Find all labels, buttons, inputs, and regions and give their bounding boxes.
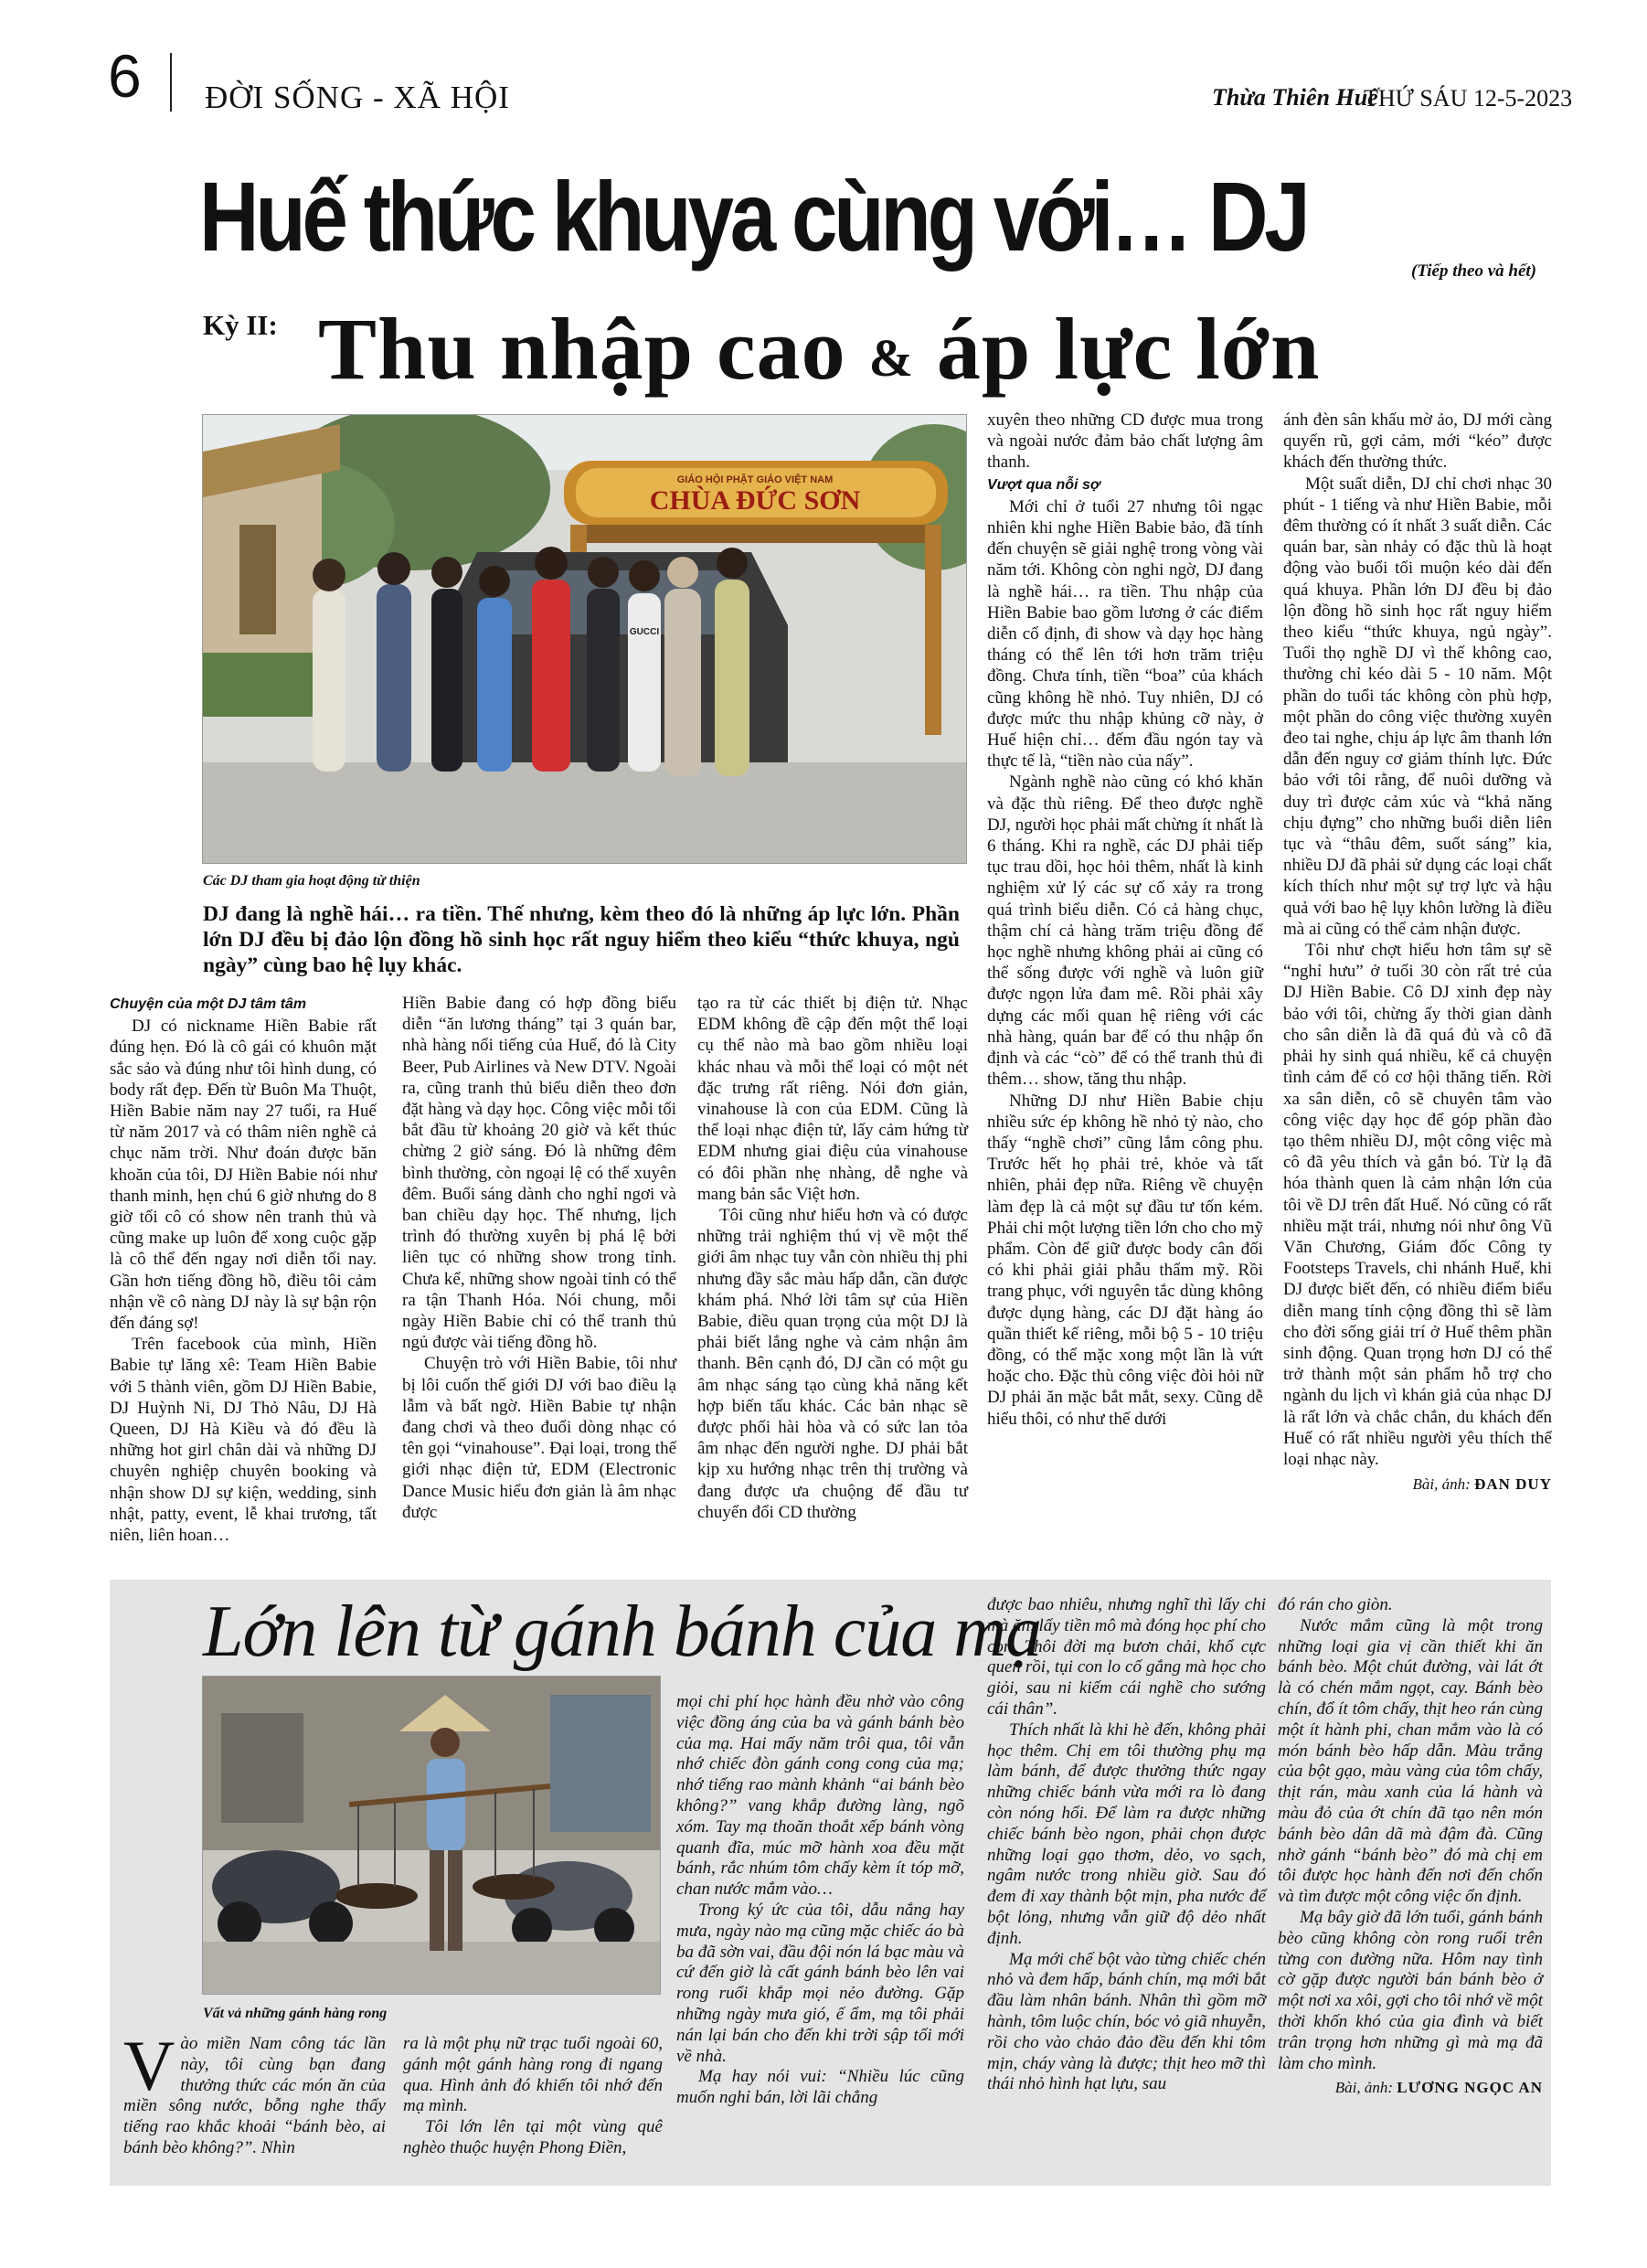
paragraph: Tôi lớn lên tại một vùng quê nghèo thuộc huyện Phong Điền, [403,2117,663,2157]
article-column-5 [1283,410,1552,1495]
paragraph: Tôi cũng như hiểu hơn và có được những trải nghiệm thú vị về một thế giới âm nhạc tuy vẫn còn nhiều thị phi nhưng đầy sắc màu hấp dẫn, cần được khám phá. Nhớ lời tâm sự của Hiền Babie, điều quan trọng của một DJ là phải biết lắng nghe và cảm nhận âm thanh. Bên cạnh đó, DJ cần có một gu âm nhạc sáng tạo cùng khả năng kết hợp biến tấu khác. Các bản nhạc sẽ được phối hài hòa và có sức lan tỏa âm nhạc đến người nghe. DJ phải bắt kịp xu hướng nhạc trên thị trường và đang được ưa chuộng để đầu tư chuyển đổi CD thường [697,1206,968,1522]
article-lead: DJ đang là nghề hái… ra tiền. Thế nhưng, kèm theo đó là những áp lực lớn. Phần lớn DJ đều bị đảo lộn đồng hồ sinh học rất nguy hiểm theo kiểu “thức khuya, ngủ ngày” cùng bao hệ lụy khác. [203,902,960,977]
section-name: ĐỜI SỐNG - XÃ HỘI [205,80,510,115]
byline [1283,1474,1552,1495]
dj-group-photo [202,414,967,864]
byline-author: ĐAN DUY [1474,1475,1552,1494]
subheadline-part1: Thu nhập cao [318,300,846,398]
feature-column-1b [403,2034,663,2159]
paragraph-text: ào miền Nam công tác lần này, tôi cùng bạn đang thưởng thức các món ăn của miền sông nước, bỗng nghe thấy tiếng rao khắc khoải “bánh bèo, ai bánh bèo không?”. Nhìn [123,2034,386,2157]
paragraph: Mới chỉ ở tuổi 27 nhưng tôi ngạc nhiên khi nghe Hiền Babie bảo, đã tính đến chuyện sẽ giải nghệ trong vòng vài năm tới. Không còn nghi ngờ, DJ đang là nghề hái… ra tiền. Thu nhập của Hiền Babie bao gồm lương ở các điểm diễn cố định, đi show và dạy học hàng tháng có thể lên tới hơn trăm triệu đồng. Chưa tính, tiền “boa” của khách cũng không hề nhỏ. Tuy nhiên, DJ có được mức thu nhập khủng cỡ này, ở Huế hiện chỉ… đếm đầu ngón tay và thực tế là, “tiền nào của nấy”. [987,496,1263,772]
article-column-3 [697,993,968,1523]
article-column-2 [402,993,676,1523]
paragraph: DJ có nickname Hiền Babie rất đúng hẹn. Đó là cô gái có khuôn mặt sắc sảo và đúng như tôi hình dung, có body rất đẹp. Đến từ Buôn Ma Thuột, Hiền Babie năm nay 27 tuổi, ra Huế từ năm 2017 và có thâm niên nghề cả chục năm trời. Như đoán được băn khoăn của tôi, DJ Hiền Babie nói như thanh minh, hẹn chú 6 giờ nhưng do 8 giờ tối cô có show nên tranh thủ và cũng make up luôn để xong cuộc gặp là cô thể đến ngay nơi diễn tối nay. Gần hơn tiếng đồng hồ, điều tôi cảm nhận về cô nàng DJ này là sự bận rộn đến đáng sợ! [110,1017,377,1334]
byline-author: LƯƠNG NGỌC AN [1397,2079,1543,2097]
feature-column-2 [676,1692,964,2109]
byline [1278,2078,1543,2099]
street-vendor-photo [202,1676,661,1995]
paragraph: Hiền Babie đang có hợp đồng biểu diễn “ăn lương tháng” tại 3 quán bar, nhà hàng nổi tiếng của Huế, đó là City Beer, Pub Airlines và New DTV. Ngoài ra, cũng tranh thủ biểu diễn theo đơn đặt hàng và dạy học. Công việc mỗi tối bắt đầu từ khoảng 20 giờ và kết thúc chừng 2 giờ sáng. Đó là những đêm bình thường, còn ngoại lệ có thể xuyên đêm. Buổi sáng dành cho nghỉ ngơi và ban chiều dạy học. Thế nhưng, lịch trình đó thường xuyên bị phá lệ bởi liên tục có những show trong tỉnh. Chưa kể, những show ngoài tỉnh có thể ra tận Thanh Hóa. Nói chung, mỗi ngày Hiền Babie chỉ có thể tranh thủ ngủ được vài tiếng đồng hồ. [402,994,676,1353]
paragraph: xuyên theo những CD được mua trong và ngoài nước đảm bảo chất lượng âm thanh. [987,410,1263,473]
paragraph: ra là một phụ nữ trạc tuổi ngoài 60, gánh một gánh hàng rong đi ngang qua. Hình ảnh đó khiến tôi nhớ đến mạ mình. [403,2034,663,2116]
paragraph: được bao nhiêu, nhưng nghĩ thì lấy chi mà ăn, lấy tiền mô mà đóng học phí cho con. Thôi đời mạ bươn chải, khổ cực quen rồi, tụi con lo cố gắng mà học cho giỏi, sau ni kiếm cái nghề cho sướng cái thân”. [987,1595,1267,1719]
paragraph: Chuyện trò với Hiền Babie, tôi như bị lôi cuốn thế giới DJ với bao điều lạ lẫm và bất ngờ. Hiền Babie tự nhận đang chơi và theo đuổi dòng nhạc có tên gọi “vinahouse”. Đại loại, trong thế giới nhạc điện tử, EDM (Electronic Dance Music hiểu đơn giản là âm nhạc được [402,1354,676,1522]
paragraph: Nước mắm cũng là một trong những loại gia vị cần thiết khi ăn bánh bèo. Một chút đường, vài lát ớt là có chén mắm ngọt, cay. Bánh bèo chín, đổ ít tôm chấy, thịt heo rán cùng một ít hành phi, chan mắm vào là có món bánh bèo hấp dẫn. Màu trắng của bột gạo, màu vàng của tôm chấy, thịt rán, màu xanh của lá hành và màu đỏ của ớt chín đã tạo nên món bánh bèo dân dã mà đậm đà. Cũng nhờ gánh “bánh bèo” đó mà chị em tôi được học hành đến nơi đến chốn và tìm được một công việc ổn định. [1278,1615,1543,1907]
paragraph: Tôi như chợt hiểu hơn tâm sự sẽ “nghỉ hưu” ở tuổi 30 còn rất trẻ của DJ Hiền Babie. Cô DJ xinh đẹp này bảo với tôi, chừng ấy thời gian dành cho sân diễn là đã quá đủ và cô đã phải hy sinh quá nhiều, kể cả chuyện tình cảm để có cơ hội thăng tiến. Rời xa sân diễn, cô sẽ chuyên tâm vào công việc dạy học để góp phần đào tạo thêm nhiều DJ, một công việc mà cô đã yêu thích và gắn bó. Từ lạ đã hóa thành quen là cảm nhận lớn của tôi về DJ trên đất Huế. Nó cũng có rất nhiều mặt trái, nhưng nói như ông Vũ Văn Chương, Giám đốc Công ty Footsteps Travels, chi nhánh Huế, khi DJ được biết đến, có nhiều điểm biểu diễn mang tính cộng đồng thì sẽ làm cho đời sống giải trí ở Huế thêm phần sinh động. Quan trọng hơn DJ có thể trở thành một sản phẩm hỗ trợ cho ngành du lịch vì khán giả của nhạc DJ là rất lớn và chắc chắn, du khách đến Huế có rất nhiều người yêu thích thể loại nhạc này. [1283,941,1552,1469]
photo-caption: Các DJ tham gia hoạt động từ thiện [203,873,420,889]
paragraph: Mạ hay nói vui: “Nhiều lúc cũng muốn nghỉ bán, lời lãi chẳng [676,2067,964,2108]
paragraph: tạo ra từ các thiết bị điện tử. Nhạc EDM không đề cập đến một thể loại cụ thể nào mà bao gồm nhiều loại khác nhau và mỗi thể loại có một nét đặc trưng rất riêng. Nói đơn giản, vinahouse là con của EDM. Cũng là thể loại nhạc điện tử, lấy cảm hứng từ EDM nhưng giai điệu của vinahouse có đôi phần nhẹ nhàng, dễ nghe và mang bản sắc Việt hơn. [697,994,968,1204]
paragraph: Trong ký ức của tôi, dẫu nắng hay mưa, ngày nào mạ cũng mặc chiếc áo bà ba đã sờn vai, đầu đội nón lá bạc màu và cứ đến giờ là cất gánh bánh bèo lên vai rong ruổi khắp mọi nẻo đường. Gặp những ngày mưa gió, ế ẩm, mạ tôi phải nán lại bán cho đến khi trời sập tối mới về nhà. [676,1900,964,2066]
subsection-heading: Chuyện của một DJ tâm tâm [110,996,307,1012]
subheadline-part2: áp lực lớn [936,300,1321,398]
paper-name: Thừa Thiên Huế [1212,84,1378,111]
subheadline [318,300,1321,398]
issue-date: THỨ SÁU 12-5-2023 [1364,85,1573,112]
banner-small-text: GIÁO HỘI PHẬT GIÁO VIỆT NAM [676,474,834,485]
continuation-note: (Tiếp theo và hết) [1411,261,1537,281]
feature-title: Lớn lên từ gánh bánh của mạ [203,1592,1042,1672]
subheadline-amp: & [868,327,914,388]
paragraph: ánh đèn sân khấu mờ ảo, DJ mới càng quyến rũ, gợi cảm, mới “kéo” được khách đến thường thức. [1283,410,1552,473]
subsection-heading: Vượt qua nỗi sợ [987,476,1100,493]
paragraph: Trên facebook của mình, Hiền Babie tự lăng xê: Team Hiền Babie với 5 thành viên, gồm DJ Hiền Babie, DJ Huỳnh Ni, DJ Thỏ Nâu, DJ Hà Queen, DJ Hà Kiều và đó đều là những hot girl chân dài và những DJ chuyên nghiệp chuyên booking và nhận show DJ sự kiện, wedding, sinh nhật, patty, event, lễ khai trương, tất niên, liên hoan… [110,1335,377,1546]
page-number: 6 [108,42,142,110]
part-label: Kỳ II: [203,309,278,341]
paragraph: đó rán cho giòn. [1278,1595,1393,1614]
feature-column-3 [987,1595,1266,2095]
paragraph: Mạ bây giờ đã lớn tuổi, gánh bánh bèo cũng không còn rong ruổi trên từng con đường nữa. Hôm nay tình cờ gặp được người bán bánh bèo ở một nơi xa xôi, gợi cho tôi nhớ về một thời khốn khó của gia đình và biết trân trọng hơn những gì mà mạ đã làm cho mình. [1278,1907,1543,2073]
article-column-4 [987,410,1263,1430]
feature-column-1a [123,2026,386,2159]
headline: Huế thức khuya cùng với… DJ [199,161,1307,272]
banner-main-text: CHÙA ĐỨC SƠN [649,485,861,516]
paragraph: Một suất diễn, DJ chỉ chơi nhạc 30 phút - 1 tiếng và như Hiền Babie, mỗi đêm thường có ít nhất 3 suất diễn. Các quán bar, sàn nhảy có đặc thù là hoạt động vào buổi tối muộn kéo dài đến quá khuya. Phần lớn DJ đều bị đảo lộn đồng hồ sinh học rất nguy hiểm theo kiểu “thức khuya, ngủ ngày”. Tuổi thọ nghề DJ vì thế không cao, thường chỉ kéo dài 5 - 10 năm. Một phần do tuổi tác không còn phù hợp, một phần do công việc thường xuyên đeo tai nghe, chịu áp lực âm thanh lớn dẫn đến nguy cơ giảm thính lực. Đức bảo với tôi rằng, để nuôi dưỡng và duy trì được cảm xúc và “khả năng chịu đựng” cho những buổi diễn liên tục và “thâu đêm, suốt sáng” kia, nhiều DJ đã phải sử dụng các loại chất kích thích như một sự trợ lực và hậu quả với bao hệ lụy khôn lường là điều mà ai cũng có thể cảm nhận được. [1283,474,1552,939]
photo-caption: Vất vả những gánh hàng rong [203,2006,388,2021]
paragraph: Những DJ như Hiền Babie chịu nhiều sức ép không hề nhỏ tỷ nào, cho thấy “nghề chơi” cũng lắm công phu. Trước hết họ phải trẻ, khỏe và tất nhiên, phải đẹp nữa. Riêng về chuyện làm đẹp là cả một sự đầu tư tốn kém. Phải chi một lượng tiền lớn cho cho mỹ phẩm. Còn để giữ được body cân đối có khi phải giải phẫu thẩm mỹ. Rồi trang phục, với nguyên tắc dùng không được dụng hàng, các DJ đặt hàng áo quần thiết kế riêng, mỗi bộ 5 - 10 triệu đồng, có thể mặc xong một lần là vứt hoặc cho. Đặc thù công việc đòi hỏi nữ DJ phải ăn mặc bắt mắt, sexy. Cũng dễ hiểu thôi, có như thế dưới [987,1091,1263,1429]
byline-prefix: Bài, ảnh: [1334,2079,1394,2097]
shirt-text: GUCCI [629,627,660,637]
byline-prefix: Bài, ảnh: [1412,1475,1471,1494]
header-divider [170,53,172,112]
paragraph: mọi chi phí học hành đều nhờ vào công việc đồng áng của ba và gánh bánh bèo của mạ. Hai mấy năm trôi qua, tôi vẫn nhớ chiếc đòn gánh cong cong của mạ; nhớ tiếng rao mành khảnh “ai bánh bèo không?” vang khắp đường làng, ngõ xóm. Tay mạ thoăn thoắt xếp bánh vòng quanh đĩa, múc mỡ hành xoa đều mặt bánh, rắc nhúm tôm chấy kèm ít tóp mỡ, chan nước mắm vào… [676,1692,964,1900]
feature-column-4 [1278,1595,1543,2099]
paragraph [123,2026,386,2159]
paragraph: Thích nhất là khi hè đến, không phải học thêm. Chị em tôi thường phụ mạ làm bánh, để được thưởng thức ngay những chiếc bánh vừa mới ra lò đang còn nóng hổi. Để làm ra được những chiếc bánh bèo ngon, phải chọn được những loại gạo thơm, dẻo, vo sạch, ngâm nước trong nhiều giờ. Sau đó đem đi xay thành bột mịn, pha nước để bột lỏng, nhưng vẫn giữ độ dẻo nhất định. [987,1720,1266,1948]
article-column-1 [110,993,377,1546]
paragraph: Ngành nghề nào cũng có khó khăn và đặc thù riêng. Để theo được nghề DJ, người học phải mất chừng ít nhất là 6 tháng. Khi ra nghề, các DJ phải tiếp tục trau dồi, học hỏi thêm, nhất là kinh nghiệm xử lý các sự cố xảy ra trong quá trình biểu diễn. Có cả hàng chục, thậm chí cả hàng trăm triệu đồng để học nghề nhưng không phải ai cũng có thể sống được với nghề và luôn giữ được ngọn lửa đam mê. Rồi phải xây dựng các mối quan hệ riêng với các nhà hàng, quán bar để có thu nhập ổn định và các “cò” để có thể tranh thủ đi thêm… show, tăng thu nhập. [987,772,1263,1090]
paragraph: Mạ mới chế bột vào từng chiếc chén nhỏ và đem hấp, bánh chín, mạ mới bắt đầu làm nhân bánh. Nhân thì gồm mỡ hành, tôm luộc chín, bóc vỏ giã nhuyễn, rồi cho vào chảo đảo đều đến khi tôm mịn, cháy vàng là được; thịt heo mỡ thì thái nhỏ hình hạt lựu, sau [987,1949,1266,2094]
dropcap: V [123,2026,175,2105]
